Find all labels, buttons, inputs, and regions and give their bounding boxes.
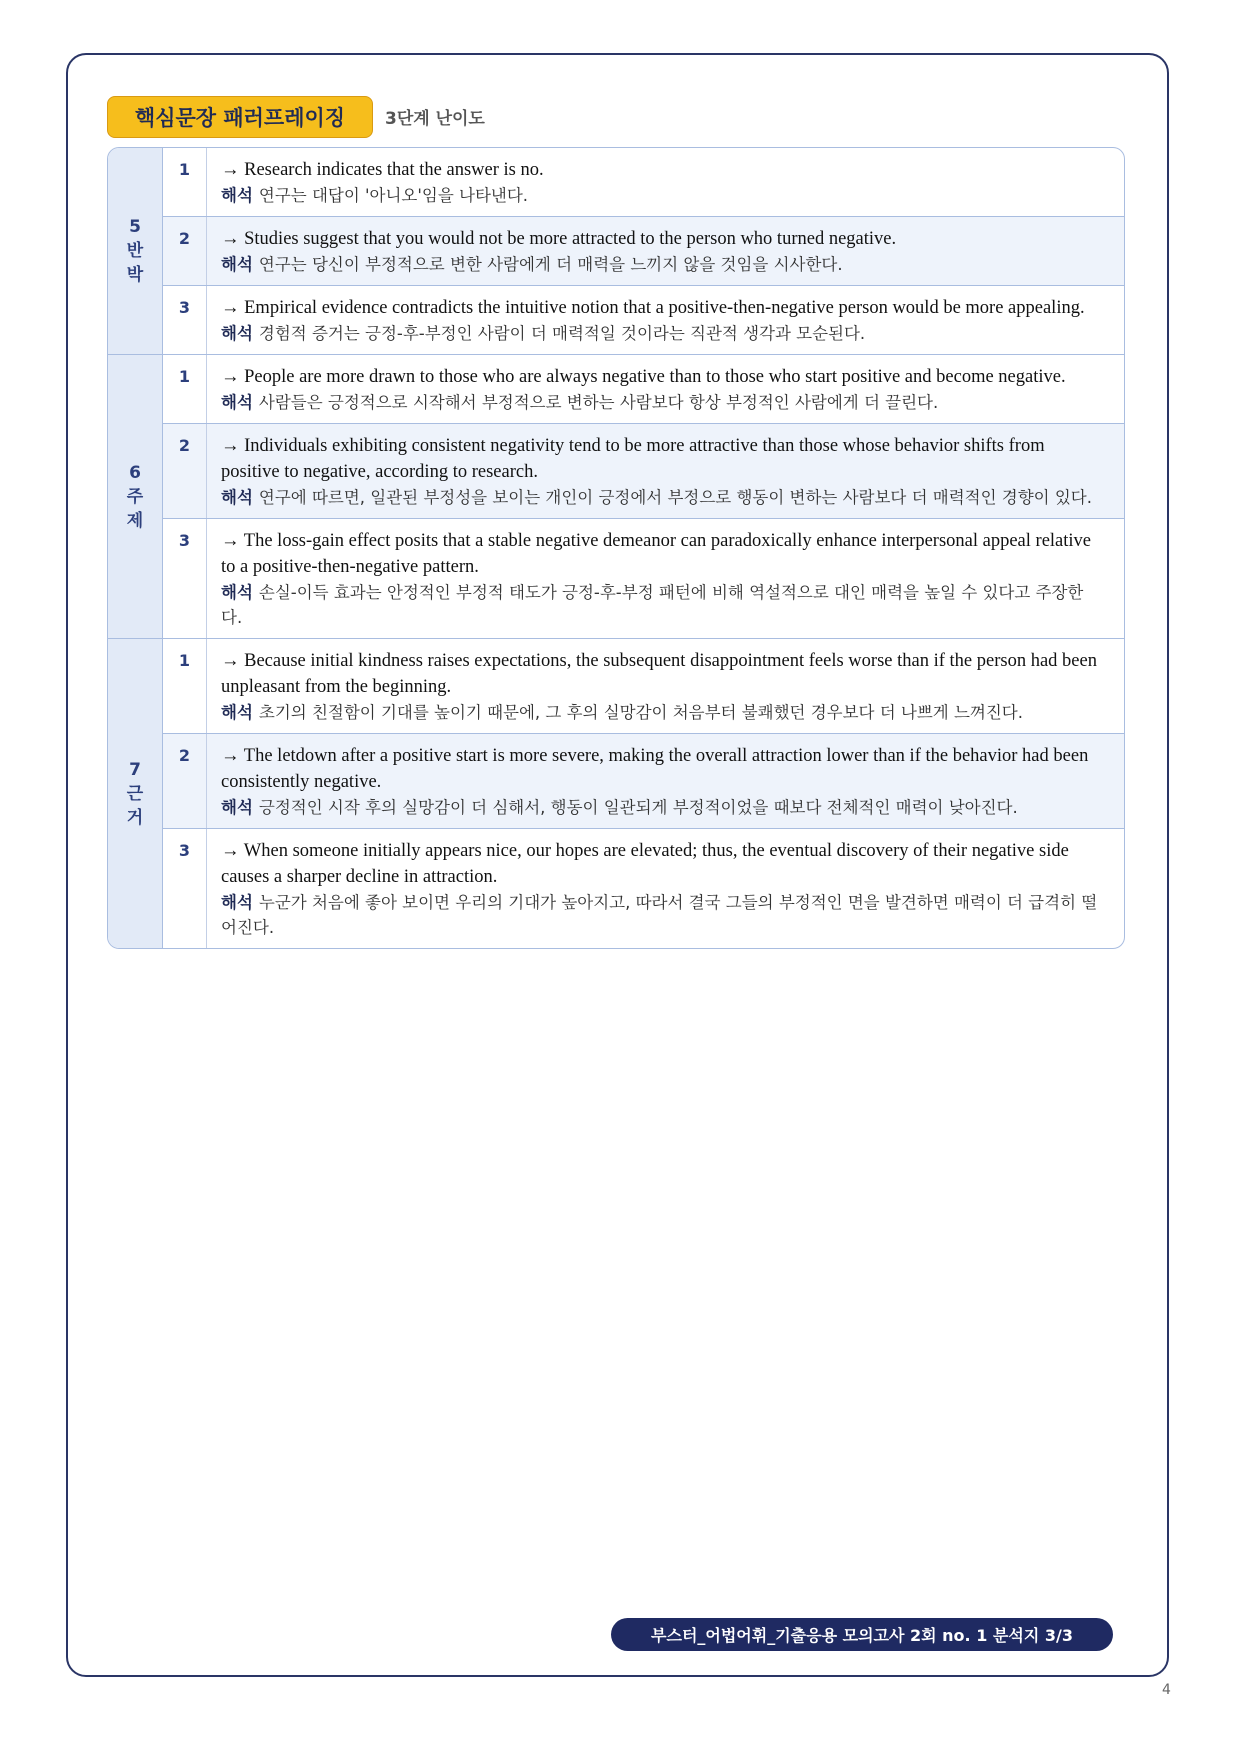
korean-translation [221,390,1104,415]
section-name-char: 거 [126,807,144,828]
english-paraphrase: → Empirical evidence contradicts the intuitive notion that a positive-then-negative person would be more appealing. [221,298,1085,318]
translation-label: 해석 [221,324,253,343]
section-number: 6 [129,462,141,483]
table-row [163,424,1124,519]
page-number: 4 [1162,1682,1171,1698]
row-content [207,734,1124,828]
translation-label: 해석 [221,488,253,507]
row-number: 3 [163,829,207,948]
korean-translation [221,890,1104,940]
korean-translation [221,485,1104,510]
row-content [207,519,1124,638]
korean-translation [221,321,1104,346]
row-number: 2 [163,424,207,518]
korean-translation [221,183,1104,208]
section-label [108,148,163,354]
translation-label: 해석 [221,255,253,274]
translation-label: 해석 [221,583,253,602]
english-paraphrase: → Because initial kindness raises expectations, the subsequent disappointment feels worse than if the person had been unpleasant from the beginning. [221,651,1097,697]
section-title-badge: 핵심문장 패러프레이징 [107,96,373,138]
row-number: 2 [163,217,207,285]
section-number: 7 [129,759,141,780]
section-name-char: 반 [126,241,144,261]
paraphrase-table [107,147,1125,949]
row-number: 1 [163,148,207,216]
table-row [163,639,1124,734]
row-number: 3 [163,286,207,354]
footer-document-label: 부스터_어법어휘_기출응용 모의고사 2회 no. 1 분석지 3/3 [611,1618,1113,1651]
row-content [207,639,1124,733]
english-paraphrase: → The loss-gain effect posits that a stable negative demeanor can paradoxically enhance interpersonal appeal relative to a positive-then-negative pattern. [221,531,1091,577]
translation-text: 긍정적인 시작 후의 실망감이 더 심해서, 행동이 일관되게 부정적이었을 때보다 전체적인 매력이 낮아진다. [258,798,1018,817]
section-name-char: 제 [126,510,144,531]
english-paraphrase: → When someone initially appears nice, our hopes are elevated; thus, the eventual discovery of their negative side causes a sharper decline in attraction. [221,841,1069,887]
translation-label: 해석 [221,893,253,912]
translation-text: 경험적 증거는 긍정-후-부정인 사람이 더 매력적일 것이라는 직관적 생각과 모순된다. [258,324,866,343]
row-number: 3 [163,519,207,638]
translation-text: 사람들은 긍정적으로 시작해서 부정적으로 변하는 사람보다 항상 부정적인 사람에게 더 끌린다. [258,393,939,412]
row-content [207,829,1124,948]
english-paraphrase: → Research indicates that the answer is no. [221,160,544,180]
row-content [207,217,1124,285]
section-number: 5 [129,217,141,237]
table-row [163,519,1124,638]
row-number: 1 [163,639,207,733]
table-row [163,829,1124,948]
english-paraphrase: → The letdown after a positive start is more severe, making the overall attraction lower than if the behavior had been consistently negative. [221,746,1089,792]
difficulty-label: 3단계 난이도 [385,109,485,129]
translation-label: 해석 [221,703,253,722]
row-content [207,148,1124,216]
translation-label: 해석 [221,798,253,817]
section-group [108,639,1124,948]
english-paraphrase: → Studies suggest that you would not be more attracted to the person who turned negative. [221,229,897,249]
row-content [207,424,1124,518]
english-paraphrase: → Individuals exhibiting consistent negativity tend to be more attractive than those whose behavior shifts from positive to negative, according to research. [221,436,1045,482]
row-content [207,286,1124,354]
row-content [207,355,1124,423]
translation-text: 초기의 친절함이 기대를 높이기 때문에, 그 후의 실망감이 처음부터 불쾌했던 경우보다 더 나쁘게 느껴진다. [258,703,1023,722]
section-group [108,355,1124,639]
table-row [163,355,1124,424]
korean-translation [221,795,1104,820]
translation-label: 해석 [221,393,253,412]
table-row [163,148,1124,217]
korean-translation [221,700,1104,725]
translation-text: 연구는 당신이 부정적으로 변한 사람에게 더 매력을 느끼지 않을 것임을 시사한다. [258,255,843,274]
row-number: 1 [163,355,207,423]
korean-translation [221,252,1104,277]
translation-text: 연구는 대답이 '아니오'임을 나타낸다. [258,186,529,205]
table-row [163,286,1124,354]
english-paraphrase: → People are more drawn to those who are always negative than to those who start positive and become negative. [221,367,1066,387]
section-group [108,148,1124,355]
section-label [108,639,163,948]
row-number: 2 [163,734,207,828]
section-name-char: 근 [126,783,144,804]
translation-text: 누군가 처음에 좋아 보이면 우리의 기대가 높아지고, 따라서 결국 그들의 부정적인 면을 발견하면 매력이 더 급격히 떨어진다. [221,893,1098,937]
korean-translation [221,580,1104,630]
table-row [163,217,1124,286]
section-label [108,355,163,638]
table-row [163,734,1124,829]
translation-text: 손실-이득 효과는 안정적인 부정적 태도가 긍정-후-부정 패턴에 비해 역설적으로 대인 매력을 높일 수 있다고 주장한다. [221,583,1084,627]
section-name-char: 주 [126,486,144,507]
translation-label: 해석 [221,186,253,205]
translation-text: 연구에 따르면, 일관된 부정성을 보이는 개인이 긍정에서 부정으로 행동이 변하는 사람보다 더 매력적인 경향이 있다. [258,488,1092,507]
section-name-char: 박 [126,265,144,285]
